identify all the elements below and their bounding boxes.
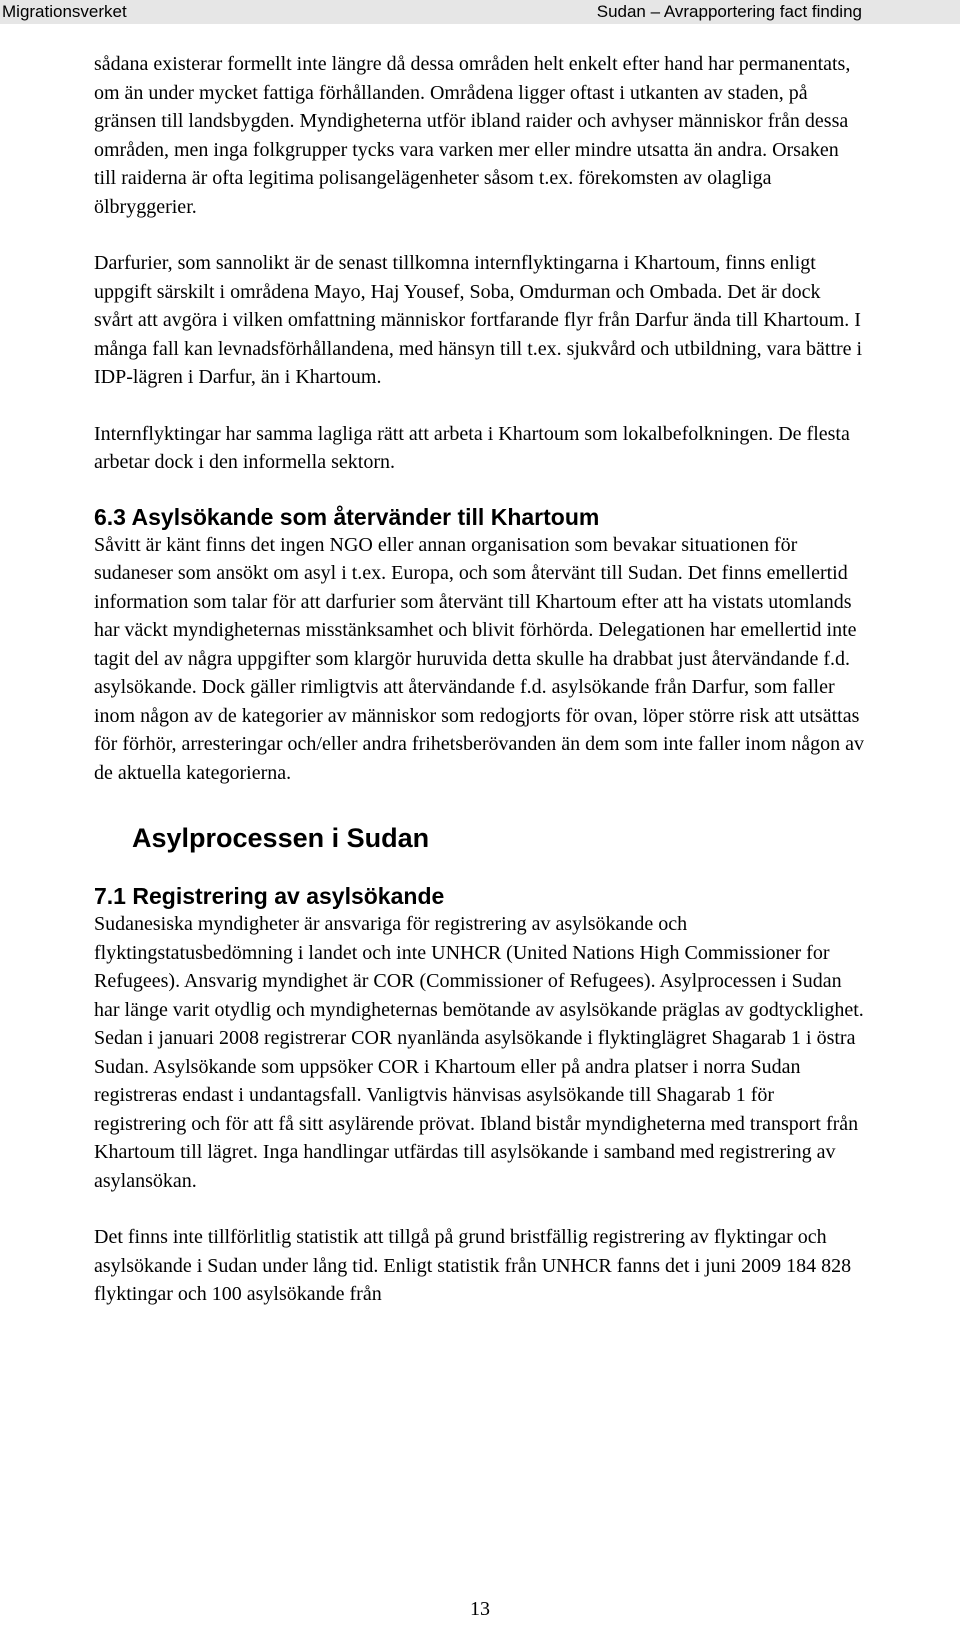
heading-chapter-7: Asylprocessen i Sudan <box>132 823 430 853</box>
page-number: 13 <box>470 1598 490 1620</box>
page-header <box>0 0 960 24</box>
header-document-title: Sudan – Avrapportering fact finding <box>596 2 862 21</box>
paragraph-right-to-work: Internflyktingar har samma lagliga rätt att arbeta i Khartoum som lokalbefolkningen. De flesta arbetar dock i den informella sektorn. <box>94 422 850 473</box>
heading-section-6-3: 6.3 Asylsökande som återvänder till Khartoum <box>94 503 600 530</box>
paragraph-registration: Sudanesiska myndigheter är ansvariga för registrering av asylsökande och flyktingstatusbedömning i landet och inte UNHCR (United Nations High Commissioner for Refugees). Ansvarig myndighet är COR (Commissioner of Refugees). Asylprocessen i Sudan har länge varit otydlig och myndigheternas bemötande av asylsökande präglas av godtycklighet. Sedan i januari 2008 registrerar COR nyanlända asylsökande i flyktinglägret Shagarab 1 i östra Sudan. Asylsökande som uppsöker COR i Khartoum eller på andra platser i norra Sudan registreras endast i undantagsfall. Vanligtvis hänvisas asylsökande till Shagarab 1 för registrering och för att få sitt asylärende prövat. Ibland bistår myndigheterna med transport från Khartoum till lägret. Inga handlingar utfärdas till asylsökande i samband med registrering av asylansökan. <box>94 913 864 1192</box>
paragraph-darfurians-khartoum: Darfurier, som sannolikt är de senast tillkomna internflyktingarna i Khartoum, finns enligt uppgift särskilt i områdena Mayo, Haj Yousef, Soba, Omdurman och Ombada. Det är dock svårt att avgöra i vilken omfattning människor fortfarande flyr från Darfur ända till Khartoum. I många fall kan levnadsförhållandena, med hänsyn till t.ex. sjukvård och utbildning, vara bättre i IDP-lägren i Darfur, än i Khartoum. <box>94 252 863 388</box>
header-organization: Migrationsverket <box>2 2 127 21</box>
paragraph-informal-areas: sådana existerar formellt inte längre då dessa områden helt enkelt efter hand har permanentats, om än under mycket fattiga förhållanden. Områdena ligger oftast i utkanten av staden, på gränsen till landsbygden. Myndigheterna utför ibland raider och avhyser människor från dessa områden, men inga folkgrupper tycks vara varken mer eller mindre utsatta än andra. Orsaken till raiderna är ofta legitima polisangelägenheter såsom t.ex. förekomsten av olagliga ölbryggerier. <box>94 53 851 218</box>
document-body <box>94 50 864 1309</box>
paragraph-statistics: Det finns inte tillförlitlig statistik att tillgå på grund bristfällig registrering av flyktingar och asylsökande i Sudan under lång tid. Enligt statistik från UNHCR fanns det i juni 2009 184 828 flyktingar och 100 asylsökande från <box>94 1226 852 1305</box>
heading-section-7-1: 7.1 Registrering av asylsökande <box>94 883 445 909</box>
paragraph-returning-asylum-seekers: Såvitt är känt finns det ingen NGO eller annan organisation som bevakar situationen för sudaneser som ansökt om asyl i t.ex. Europa, och som återvänt till Sudan. Det finns emellertid information som talar för att darfurier som återvänt till Khartoum efter att ha vistats utomlands har väckt myndigheternas misstänksamhet och blivit förhörda. Delegationen har emellertid inte tagit del av några uppgifter som klargör huruvida detta skulle ha drabbat just återvändande f.d. asylsökande. Dock gäller rimligtvis att återvändande f.d. asylsökande från Darfur, som faller inom någon av de kategorier av människor som redogjorts för ovan, löper större risk att utsättas för förhör, arresteringar och/eller andra frihetsberövanden än dem som inte faller inom någon av de aktuella kategorierna. <box>94 533 864 784</box>
